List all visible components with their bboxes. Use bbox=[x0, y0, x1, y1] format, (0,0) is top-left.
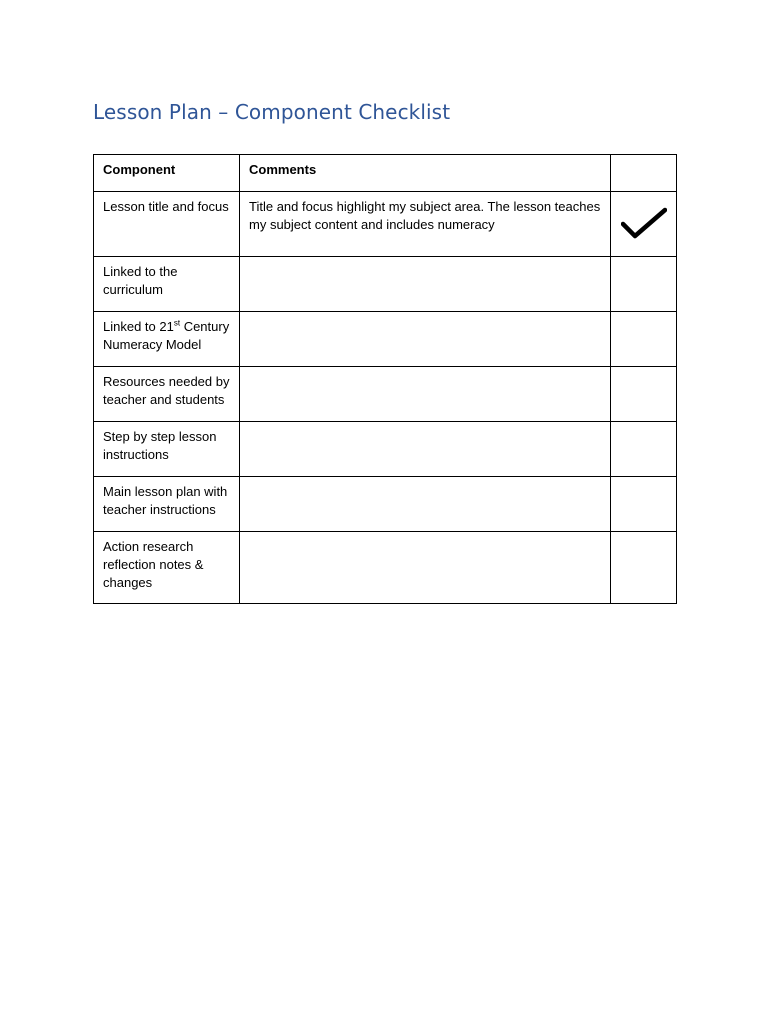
comments-cell[interactable]: Title and focus highlight my subject area. The lesson teaches my subject content and includes numeracy bbox=[240, 192, 611, 257]
ordinal-suffix: st bbox=[173, 318, 181, 328]
table-row bbox=[94, 422, 677, 477]
checkmark-icon bbox=[611, 207, 676, 241]
component-cell: Lesson title and focus bbox=[94, 192, 240, 257]
table-row bbox=[94, 367, 677, 422]
component-cell: Step by step lesson instructions bbox=[94, 422, 240, 477]
component-text-part: Linked to 21 bbox=[103, 319, 174, 334]
component-cell: Resources needed by teacher and students bbox=[94, 367, 240, 422]
status-cell[interactable] bbox=[611, 532, 677, 604]
table-row bbox=[94, 257, 677, 312]
status-cell[interactable] bbox=[611, 367, 677, 422]
component-cell: Main lesson plan with teacher instructions bbox=[94, 477, 240, 532]
table-row bbox=[94, 532, 677, 604]
status-cell[interactable] bbox=[611, 312, 677, 367]
component-text-part: Century Numeracy Model bbox=[103, 319, 230, 352]
status-cell[interactable] bbox=[611, 477, 677, 532]
comments-cell[interactable] bbox=[240, 257, 611, 312]
header-status bbox=[611, 155, 677, 192]
header-component: Component bbox=[94, 155, 240, 192]
comments-cell[interactable] bbox=[240, 477, 611, 532]
status-cell[interactable] bbox=[611, 257, 677, 312]
component-cell: Action research reflection notes & changes bbox=[94, 532, 240, 604]
table-row bbox=[94, 312, 677, 367]
comments-cell[interactable] bbox=[240, 367, 611, 422]
table-row bbox=[94, 192, 677, 257]
table-header-row bbox=[94, 155, 677, 192]
component-checklist-table bbox=[93, 154, 677, 604]
comments-cell[interactable] bbox=[240, 422, 611, 477]
page-title: Lesson Plan – Component Checklist bbox=[93, 100, 451, 124]
status-cell[interactable] bbox=[611, 192, 677, 257]
status-cell[interactable] bbox=[611, 422, 677, 477]
comments-cell[interactable] bbox=[240, 312, 611, 367]
comments-cell[interactable] bbox=[240, 532, 611, 604]
table-row bbox=[94, 477, 677, 532]
component-cell: Linked to the curriculum bbox=[94, 257, 240, 312]
header-comments: Comments bbox=[240, 155, 611, 192]
component-cell bbox=[94, 312, 240, 367]
